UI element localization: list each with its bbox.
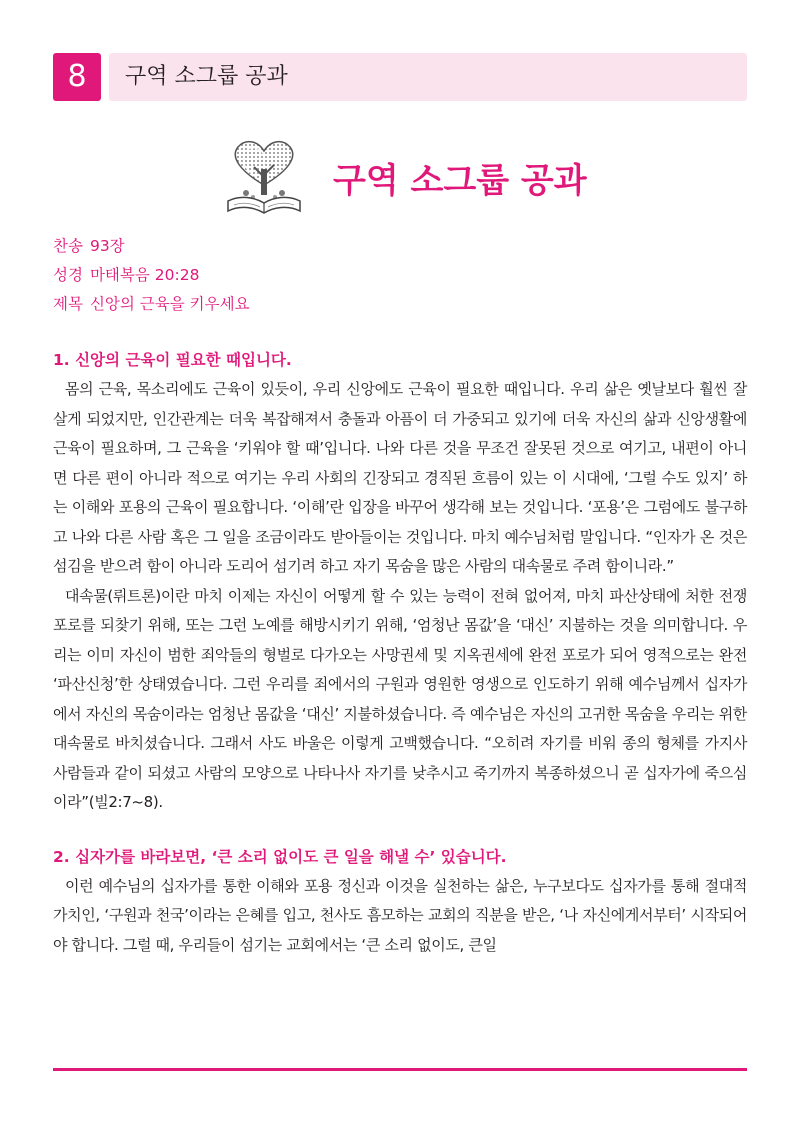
section-title: 1. 신앙의 근육이 필요한 때입니다. (53, 351, 292, 369)
page-header (53, 53, 747, 101)
meta-subject (53, 290, 250, 319)
meta-scripture (53, 261, 250, 290)
meta-hymn (53, 232, 250, 261)
paragraph: 대속물(뤼트론)이란 마치 이제는 자신이 어떻게 할 수 있는 능력이 전혀 없어져, 마치 파산상태에 처한 전쟁포로를 되찾기 위해, 또는 그런 노예를 해방시키기 위해, ‘엄청난 몸값’을 ‘대신’ 지불하는 것을 의미합니다. 우리는 이미 자신이 범한 죄악들의 형벌로 다가오는 사망권세 및 지옥권세에 완전 포로가 되어 영적으로는 완전 ‘파산신청’한 상태였습니다. 그런 우리를 죄에서의 구원과 영원한 영생으로 인도하기 위해 예수님께서 십자가에서 자신의 목숨이라는 엄청난 몸값을 ‘대신’ 지불하셨습니다. 즉 예수님은 자신의 고귀한 목숨을 우리는 위한 대속물로 바치셨습니다. 그래서 사도 바울은 이렇게 고백했습니다. “오히려 자기를 비워 종의 형체를 가지사 사람들과 같이 되셨고 사람의 모양으로 나타나사 자기를 낮추시고 죽기까지 복종하셨으니 곧 십자가에 죽으심이라”(빌2:7~8). (53, 586, 747, 811)
meta-label: 성경 (53, 266, 83, 284)
tree-heart-book-icon (220, 135, 308, 219)
title-block (220, 135, 640, 225)
meta-value: 93장 (89, 237, 125, 255)
section-gap (53, 818, 747, 842)
meta-label: 찬송 (53, 237, 83, 255)
meta-value: 마태복음 20:28 (89, 266, 200, 284)
header-title: 구역 소그룹 공과 (125, 64, 288, 89)
section-title: 2. 십자가를 바라보면, ‘큰 소리 없이도 큰 일을 해낼 수’ 있습니다. (53, 847, 507, 866)
paragraph: 이런 예수님의 십자가를 통한 이해와 포용 정신과 이것을 실천하는 삶은, 누구보다도 십자가를 통해 절대적 가치인, ‘구원과 천국’이라는 은혜를 입고, 천사도 흠모하는 교회의 직분을 받은, ‘나 자신에게서부터’ 시작되어야 합니다. 그럴 때, 우리들이 섬기는 교회에서는 ‘큰 소리 없이도, 큰일 (53, 876, 747, 954)
main-title: 구역 소그룹 공과 (333, 161, 587, 201)
lesson-content (53, 345, 747, 960)
lesson-meta (53, 232, 250, 319)
meta-value: 신앙의 근육을 키우세요 (89, 295, 250, 313)
paragraph: 몸의 근육, 목소리에도 근육이 있듯이, 우리 신앙에도 근육이 필요한 때입니다. 우리 삶은 옛날보다 훨씬 잘 살게 되었지만, 인간관계는 더욱 복잡해져서 충돌과 아픔이 더 가중되고 있기에 더욱 자신의 삶과 신앙생활에 근육이 필요하며, 그 근육을 ‘키워야 할 때’입니다. 나와 다른 것을 무조건 잘못된 것으로 여기고, 내편이 아니면 다른 편이 아니라 적으로 여기는 우리 사회의 긴장되고 경직된 흐름이 있는 이 시대에, ‘그럴 수도 있지’ 하는 이해와 포용의 근육이 필요합니다. ‘이해’란 입장을 바꾸어 생각해 보는 것입니다. ‘포용’은 그럼에도 불구하고 나와 다른 사람 혹은 그 일을 조금이라도 받아들이는 것입니다. 마치 예수님처럼 말입니다. “인자가 온 것은 섬김을 받으려 함이 아니라 도리어 섬기려 하고 자기 목숨을 많은 사람의 대속물로 주려 함이니라.” (53, 380, 747, 575)
header-bar (109, 53, 747, 101)
page-number: 8 (53, 53, 101, 101)
footer-divider (53, 1068, 747, 1071)
meta-label: 제목 (53, 295, 83, 313)
